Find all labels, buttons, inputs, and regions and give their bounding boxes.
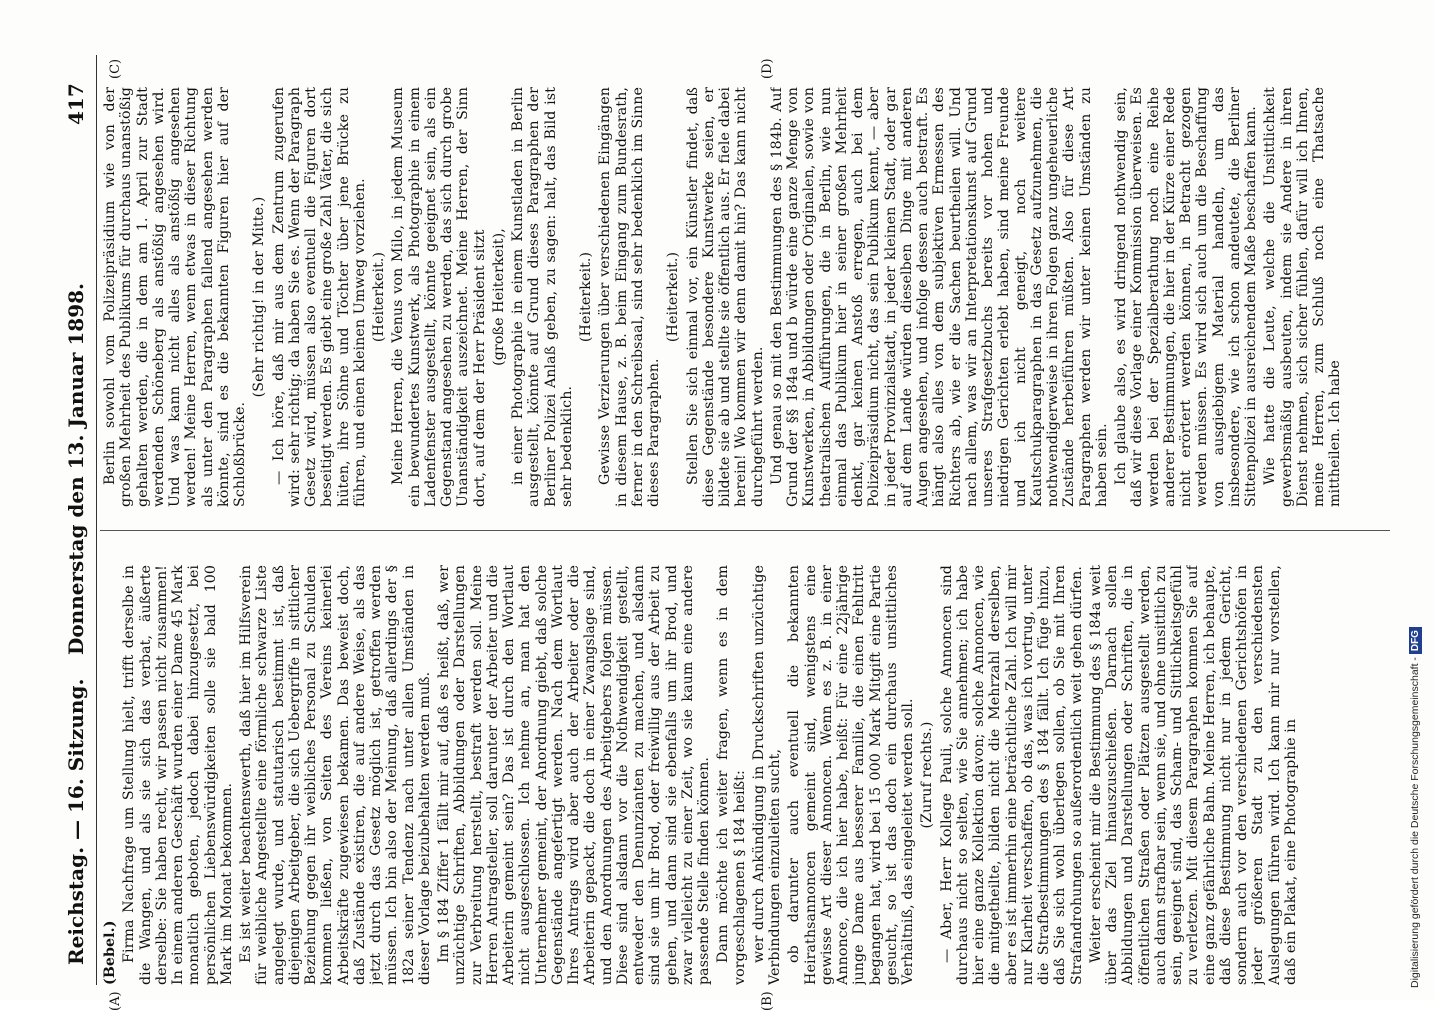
margin-marker-b: (B) xyxy=(760,991,775,1011)
rotated-page-content xyxy=(60,55,1400,1011)
interjection: (Zuruf rechts.) xyxy=(919,721,936,829)
interjection: (Heiterkeit.) xyxy=(665,251,682,343)
paragraph: Ich glaube also, es wird dringend nothwendig sein, daß wir diese Vorlage einer Kommission überweisen. Es werden bei der Spezialberathung noch eine Reihe anderer Bestimmungen, die hier in der Kürze einer Rede nicht erörtert werden können, in Betracht gezogen werden müssen. Es wird sich auch um die Beschaffung von ausgiebigem Material handeln, um das insbesondere, wie ich schon andeutete, die Berliner Sittenpolizei in ausreichendem Maße beschaffen kann. xyxy=(1113,87,1259,507)
margin-marker-c: (C) xyxy=(108,58,123,79)
dfg-logo: DFG xyxy=(1409,627,1422,654)
interjection: (Heiterkeit.) xyxy=(578,251,594,343)
paragraph: Dann möchte ich weiter fragen, wenn es in dem vorgeschlagenen § 184 heißt: xyxy=(715,565,748,985)
stamp-text: Digitalisierung gefördert durch die Deutsche Forschungsgemeinschaft - xyxy=(1409,657,1421,988)
header-left: Reichstag. — 16. Sitzung. xyxy=(64,678,88,965)
running-header xyxy=(60,55,94,985)
text-column-left xyxy=(102,565,1392,985)
paragraph: Im § 184 Ziffer 1 fällt mir auf, daß es heißt, daß, wer unzüchtige Schriften, Abbildungen oder Darstellungen zur Verbreitung herstellt, bestraft werden soll. Meine Herren Antragsteller, soll darunter der Arbeiter und die Arbeiterin gemeint sein? Das ist durch den Wortlaut nicht ausgeschlossen. Ich nehme an, man hat den Unternehmer gemeint, der Anordnung giebt, daß solche Gegenstände angefertigt werden. Nach dem Wortlaut Ihres Antrags wird aber auch der Arbeiter oder die Arbeiterin gepackt, die doch in einer Zwangslage sind, und den Anordnungen des Arbeitgebers folgen müssen. Diese sind alsdann vor die Nothwendigkeit gestellt, entweder den Denunzianten zu machen, und alsdann sind sie um ihr Brod, oder freiwillig aus der Arbeit zu gehen, und dann sind sie ebenfalls um ihr Brod, und zwar vielleicht zu einer Zeit, wo sie kaum eine andere passende Stelle finden können. xyxy=(436,565,712,985)
column-divider xyxy=(100,530,1390,531)
paragraph: Stellen Sie sich einmal vor, ein Künstler findet, daß diese Gegenstände besondere Kunstwerke seien, er bildete sie ab und stellte sie öffentlich aus. Er fiele dabei herein! Wo kommen wir denn damit hin? Das kann nicht durchgeführt werden. xyxy=(684,87,766,507)
paragraph: Gewisse Verzierungen über verschiedenen Eingängen in diesem Hause, z. B. beim Eingang zum Bundesrath, ferner in den Schreibsaal, sind sehr bedenklich im Sinne dieses Paragraphen. xyxy=(597,87,662,507)
paragraph: Berlin sowohl vom Polizeipräsidium wie von der großen Mehrheit des Publikums für durchaus unanstößig gehalten werden, die in dem am 1. April zur Stadt werdenden Schöneberg als anstößig angesehen wird. Und was kann nicht alles als anstößig angesehen werden! Meine Herren, wenn etwas in dieser Richtung als unter den Paragraphen fallend angesehen werden könnte, sind es die bekannten Figuren hier auf der Schloßbrücke. xyxy=(102,87,248,507)
text-column-right xyxy=(102,87,1392,507)
paragraph: Wie hatte die Leute, welche die Unsittlichkeit gewerbsmäßig ausbeuten, indem sie Andere in ihren Dienst nehmen, sich sicher fühlen, dafür will ich Ihnen, meine Herren, zum Schluß noch eine Thatsache mittheilen. Ich habe xyxy=(1262,87,1344,507)
paragraph: wer durch Ankündigung in Druckschriften unzüchtige Verbindungen einzuleiten sucht, xyxy=(750,565,783,985)
interjection: (Heiterkeit.) xyxy=(371,251,387,343)
page-number: 417 xyxy=(64,83,88,125)
paragraph: — Ich höre, daß mir aus dem Zentrum zugerufen wird: sehr richtig; da haben Sie es. Wenn der Paragraph Gesetz wird, müssen also eventuell die Figuren dort beseitigt werden. Es giebt eine große Zahl Väter, die sich hüten, ihre Söhne und Töchter über jene Brücke zu führen, und einen kleinen Umweg vorziehen. xyxy=(270,87,368,507)
paragraph: Firma Nachfrage um Stellung hielt, trifft derselbe in die Wangen, und als sie sich das verbat, äußerte derselbe: Sie haben recht, wir passen nicht zusammen! In einem anderen Geschäft wurden einer Dame 45 Mark monatlich geboten, jedoch dabei hinzugesetzt, bei persönlichen Liebenswürdigkeiten solle sie bald 100 Mark im Monat bekommen. xyxy=(121,565,235,985)
paragraph: Und genau so mit den Bestimmungen des § 184b. Auf Grund der §§ 184a und b würde eine ganze Menge von Kunstwerken, in Abbildungen oder Originalen, sowie von theatralischen Aufführungen, die in Berlin, wie nun einmal das Publikum hier in seiner großen Mehrheit denkt, gar keinen Anstoß erregen, auch bei dem Polizeipräsidium nicht, das sein Publikum kennt, — aber in jeder Provinzialstadt, in jeder kleinen Stadt, oder gar auf dem Lande würden dieselben Dinge mit anderen Augen angesehen, und infolge dessen auch bestraft. Es hängt also alles von dem subjektiven Ermessen des Richters ab, wie er die Sachen beurtheilen will. Und nach allem, was wir an Interpretationskunst auf Grund unseres Strafgesetzbuchs bereits vor hohen und niedrigen Gerichten erlebt haben, sind meine Freunde und ich nicht geneigt, noch weitere Kautschukparagraphen in das Gesetz aufzunehmen, die nothwendigerweise in ihren Folgen ganz ungeheuerliche Zustände herbeiführen müßten. Also für diese Art Paragraphen werden wir unter keinen Umständen zu haben sein. xyxy=(768,87,1110,507)
speaker-label: (Bebel.) xyxy=(102,920,118,985)
interjection: (große Heiterkeit), xyxy=(490,228,507,366)
interjection: (Sehr richtig! in der Mitte.) xyxy=(251,196,268,398)
paragraph: Weiter erscheint mir die Bestimmung des § 184a weit über das Ziel hinauszuschießen. Darnach sollen Abbildungen und Darstellungen oder Schriften, die in öffentlichen Straßen oder Plätzen ausgestellt werden, auch dann strafbar sein, wenn sie, und ohne unsittlich zu sein, geeignet sind, das Scham- und Sittlichkeitsgefühl zu verletzen. Mit diesem Paragraphen kommen Sie auf eine ganz gefährliche Bahn. Meine Herren, ich behaupte, daß diese Bestimmung nicht nur in jedem Gericht, sondern auch vor den verschiedenen Gerichtshöfen in jeder größeren Stadt zu den verschiedensten Auslegungen führen wird. Ich kann mir nur vorstellen, daß ein Plakat, eine Photographie in xyxy=(1087,565,1299,985)
dfg-stamp xyxy=(1400,8,1430,988)
header-date: Donnerstag den 13. Januar 1898. xyxy=(64,283,88,655)
margin-marker-d: (D) xyxy=(760,58,775,79)
paragraph: ob darunter auch eventuell die bekannten Heirathsannoncen gemeint sind, wenigstens eine gewisse Art dieser Annoncen. Wenn es z. B. in einer Annonce, die ich hier habe, heißt: Für eine 22jährige junge Dame aus besserer Familie, die einen Fehltritt begangen hat, wird bei 15 000 Mark Mitgift eine Partie gesucht, so ist das doch ein durchaus unsittliches Verhältniß, das eingeleitet werden soll. xyxy=(786,565,916,985)
paragraph: Meine Herren, die Venus von Milo, in jedem Museum ein bewundertes Kunstwerk, als Photographie in einem Ladenfenster ausgestellt, könnte geeignet sein, als ein Gegenstand angesehen zu werden, das sich durch grobe Unanständigkeit auszeichnet. Meine Herren, der Sinn dort, auf dem der Herr Präsident sitzt xyxy=(390,87,488,507)
paragraph: — Aber, Herr Kollege Pauli, solche Annoncen sind durchaus nicht so selten, wie Sie annehmen; ich habe hier eine ganze Kollektion davon; solche Annoncen, wie die mitgetheilte, bilden nicht die Mehrzahl derselben, aber es ist immerhin eine beträchtliche Zahl. Ich will mir nur Klarheit verschaffen, ob das, was ich vortrug, unter die Strafbestimmungen des § 184 fällt. Ich füge hinzu, daß Sie sich wohl überlegen sollen, ob Sie mit Ihren Strafandrohungen so außerordentlich weit gehen dürfen. xyxy=(938,565,1085,985)
paragraph: Es ist weiter beachtenswerth, daß hier im Hilfsverein für weibliche Angestellte eine förmliche schwarze Liste angelegt wurde, und statutarisch bestimmt ist, daß diejenigen Arbeitgeber, die sich Uebergriffe in sittlicher Beziehung gegen ihr weibliches Personal zu Schulden kommen ließen, von Seiten des Vereins keinerlei Arbeitskräfte zugewiesen bekamen. Das beweist doch, daß Zustände existiren, die auf andere Weise, als das jetzt durch das Gesetz möglich ist, getroffen werden müssen. Ich bin also der Meinung, daß allerdings der § 182a seiner Tendenz nach unter allen Umständen in dieser Vorlage beizubehalten werden muß. xyxy=(238,565,433,985)
header-rule xyxy=(96,55,97,985)
paragraph: in einer Photographie in einem Kunstladen in Berlin ausgestellt, könnte auf Grund dieses Paragraphen der Berliner Polizei Anlaß geben, zu sagen: halt, das Bild ist sehr bedenklich. xyxy=(510,87,575,507)
margin-marker-a: (A) xyxy=(108,991,123,1011)
